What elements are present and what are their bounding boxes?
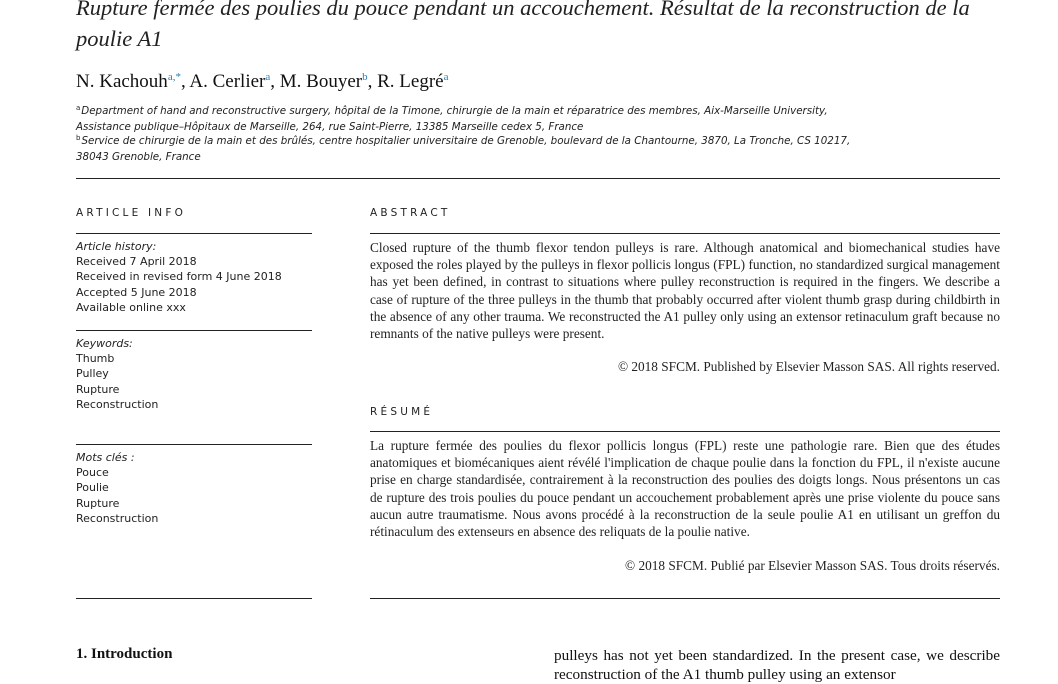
article-info-heading: ARTICLE INFO <box>76 207 187 219</box>
right-column-end-divider <box>370 598 1000 599</box>
keyword[interactable]: Reconstruction <box>76 397 159 411</box>
introduction-heading: 1. Introduction <box>76 646 173 662</box>
article-info-divider <box>76 233 312 234</box>
affiliation-b: $^b$Service de chirurgie de la main et des brûlés, centre hospitalier universitaire de Grenoble, boulevard de la Chantourne, 3870, La Tronche, CS 10217, 38043 Grenoble, France <box>76 134 851 163</box>
author-list: N. Kachouh$^{a,*}$, A. Cerlier$^a$, M. Bouyer$^b$, R. Legré$^a$ <box>76 71 449 92</box>
resume-divider <box>370 431 1000 432</box>
abstract-text: Closed rupture of the thumb flexor tendon pulleys is rare. Although anatomical and biomechanical studies have exposed the roles played by the pulleys in flexor pollicis longus (FPL) function, no standardized surgical management has yet been defined, in contrast to situations where pulley reconstruction is required in the fingers. We describe a case of rupture of the three pulleys in the thumb that probably occurred after violent thumb grasp during childbirth in the absence of any other trauma. We reconstructed the A1 pulley only using an extensor retinaculum graft because no remnants of the native pulleys were present. <box>370 240 1000 342</box>
article-history <box>76 239 312 315</box>
history-item: Received in revised form 4 June 2018 <box>76 270 282 284</box>
history-item: Received 7 April 2018 <box>76 255 197 269</box>
mot-cle[interactable]: Poulie <box>76 481 109 495</box>
mot-cle[interactable]: Rupture <box>76 496 120 510</box>
keywords-divider <box>76 444 312 445</box>
keywords-label: Keywords: <box>76 337 133 350</box>
resume-copyright: © 2018 SFCM. Publié par Elsevier Masson SAS. Tous droits réservés. <box>625 558 1000 573</box>
mots-cles-label: Mots clés : <box>76 451 135 464</box>
keywords-block <box>76 336 312 412</box>
author[interactable]: M. Bouyer$^b$ <box>279 71 368 92</box>
keyword[interactable]: Thumb <box>76 352 115 366</box>
affiliation-a: $^a$Department of hand and reconstructive surgery, hôpital de la Timone, chirurgie de la main et réparatrice des membres, Aix-Marseille University, Assistance publique–Hôpitaux de Marseille, 264, rue Saint-Pierre, 13385 Marseille cedex 5, France <box>76 104 828 133</box>
abstract-divider <box>370 233 1000 234</box>
mots-cles-block <box>76 450 312 526</box>
history-item: Available online xxx <box>76 300 186 314</box>
left-column-end-divider <box>76 598 312 599</box>
abstract-heading: ABSTRACT <box>370 207 451 219</box>
author[interactable]: A. Cerlier$^a$ <box>189 71 271 92</box>
mot-cle[interactable]: Reconstruction <box>76 511 159 525</box>
author[interactable]: N. Kachouh$^{a,*}$ <box>76 71 181 92</box>
article-history-label: Article history: <box>76 240 157 253</box>
abstract-copyright: © 2018 SFCM. Published by Elsevier Masson SAS. All rights reserved. <box>617 359 1000 374</box>
author[interactable]: R. Legré$^a$ <box>377 71 449 92</box>
article-title: Rupture fermée des poulies du pouce pendant un accouchement. Résultat de la reconstruction de la poulie A1 <box>76 0 970 51</box>
resume-heading: RÉSUMÉ <box>370 406 434 418</box>
keyword[interactable]: Pulley <box>76 367 109 381</box>
keyword[interactable]: Rupture <box>76 382 120 396</box>
header-divider <box>76 178 1000 179</box>
history-item: Accepted 5 June 2018 <box>76 285 197 299</box>
history-divider <box>76 330 312 331</box>
introduction-right-text: pulleys has not yet been standardized. In the present case, we describe reconstruction of the A1 thumb pulley using an extensor <box>554 647 1000 683</box>
resume-text: La rupture fermée des poulies du flexor pollicis longus (FPL) reste une pathologie rare. Bien que des études anatomiques et biomécaniques aient révélé l'implication de chaque poulie dans la fonction du FPL, il n'existe aucune prise en charge standardisée, contrairement à la reconstruction des poulies des doigts longs. Nous présentons un cas de rupture des trois poulies du pouce pendant un accouchement probablement après une prise violente du pouce sans aucun autre traumatisme. Nous avons procédé à la reconstruction de la seule poulie A1 en utilisant un greffon du rétinaculum des extenseurs en absence des reliquats de la poulie native. <box>370 438 1000 540</box>
mot-cle[interactable]: Pouce <box>76 466 109 480</box>
